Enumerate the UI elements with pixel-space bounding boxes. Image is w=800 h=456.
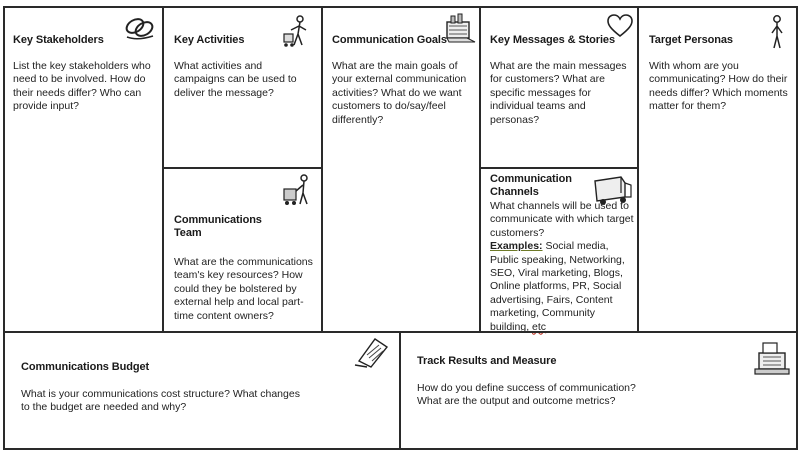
key-stakeholders-section (3, 6, 162, 331)
communication-channels-description (490, 200, 636, 334)
person-standing-icon (767, 14, 787, 50)
target-personas-section (637, 6, 798, 331)
key-stakeholders-description: List the key stakeholders who need to be involved. How do their needs differ? Who can provide input? (13, 60, 151, 113)
frame-right-border (796, 6, 798, 450)
heart-icon (607, 14, 633, 38)
communications-team-section (162, 167, 321, 331)
target-personas-title: Target Personas (649, 34, 733, 46)
communications-team-description: What are the communications team's key resources? How could they be bolstered by external help and local part-time content owners? (174, 256, 313, 322)
target-personas-description: With whom are you communicating? How do their needs differ? Which moments matter for them? (649, 60, 788, 113)
key-activities-section (162, 6, 321, 167)
communications-budget-description: What is your communications cost structure? What changes to the budget are needed and why? (21, 388, 300, 414)
track-results-section (399, 331, 798, 450)
frame-bottom-border (3, 448, 798, 450)
communication-channels-question: What channels will be used to communicate with which target customers? (490, 200, 634, 239)
chain-links-icon (123, 14, 157, 42)
communication-channels-section (479, 167, 637, 331)
communication-channels-title: Communication Channels (490, 173, 572, 198)
examples-etc: etc (532, 320, 547, 333)
key-activities-title: Key Activities (174, 34, 245, 46)
communication-goals-section (321, 6, 479, 331)
factory-icon (443, 12, 477, 44)
receipt-icon (353, 337, 391, 369)
communications-budget-section (3, 331, 399, 450)
communications-team-title: Communications Team (174, 214, 262, 239)
examples-list: Social media, Public speaking, Networking, SEO, Viral marketing, Blogs, Online platforms, PR, Social advertising, Fairs, Content marketing, Community building, (490, 240, 625, 333)
cash-register-icon (753, 339, 791, 377)
communication-goals-description: What are the main goals of your external communication activities? What do we want customers to do/say/feel differently? (332, 60, 467, 126)
key-messages-section (479, 6, 637, 167)
person-pushing-cart-icon (282, 14, 314, 48)
track-results-description: How do you define success of communication? What are the output and outcome metrics? (417, 382, 636, 408)
examples-label: Examples: (490, 240, 543, 253)
worker-with-cart-icon (282, 173, 314, 207)
key-messages-description: What are the main messages for customers? What are specific messages for individual teams and personas? (490, 60, 627, 126)
key-activities-description: What activities and campaigns can be used to deliver the message? (174, 60, 297, 99)
key-stakeholders-title: Key Stakeholders (13, 34, 104, 46)
track-results-title: Track Results and Measure (417, 355, 557, 367)
key-messages-title: Key Messages & Stories (490, 34, 615, 46)
communications-budget-title: Communications Budget (21, 361, 150, 373)
communication-goals-title: Communication Goals (332, 34, 447, 46)
